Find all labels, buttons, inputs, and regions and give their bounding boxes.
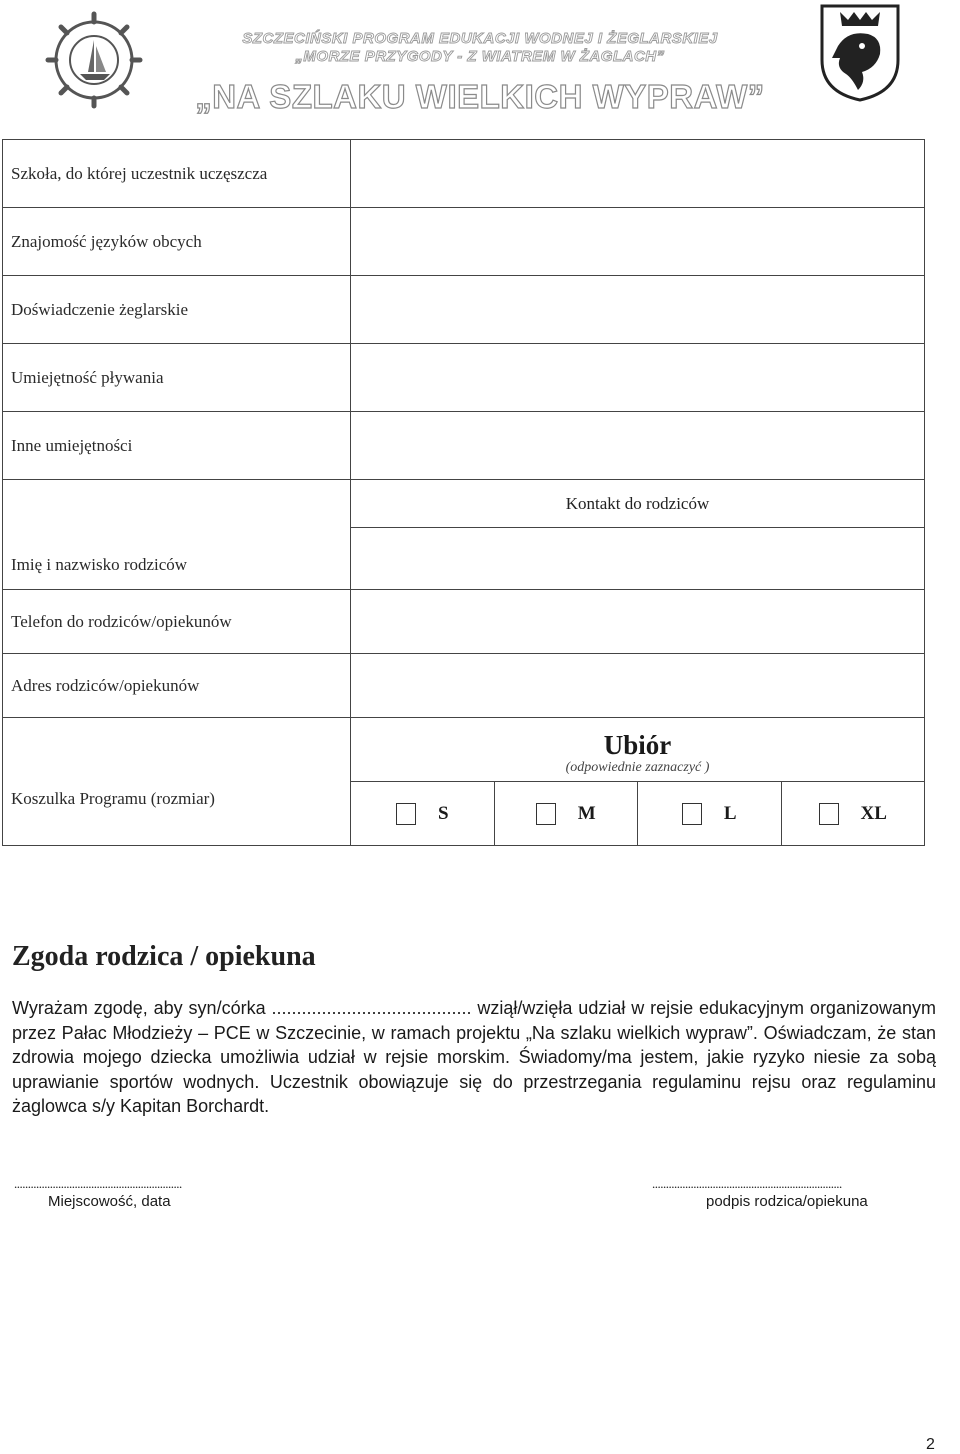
- page-header: [0, 0, 960, 125]
- field-label: Inne umiejętności: [3, 412, 351, 480]
- size-option-xl[interactable]: [782, 782, 925, 845]
- form-row-clothing: [3, 718, 925, 782]
- size-label: M: [577, 802, 596, 824]
- signature-label: podpis rodzica/opiekuna: [706, 1193, 868, 1210]
- size-option-s[interactable]: [351, 782, 495, 845]
- swimming-field[interactable]: [351, 344, 925, 412]
- field-label: Adres rodziców/opiekunów: [3, 654, 351, 718]
- languages-field[interactable]: [351, 208, 925, 276]
- parents-name-field[interactable]: [351, 528, 925, 590]
- field-label: Doświadczenie żeglarskie: [3, 276, 351, 344]
- program-subtitle: „MORZE PRZYGODY - Z WIATREM W ŻAGLACH”: [295, 48, 665, 65]
- clothing-subtitle: (odpowiednie zaznaczyć ): [565, 759, 710, 775]
- form-row-parents-name: [3, 480, 925, 528]
- page-number: 2: [926, 1436, 935, 1453]
- consent-text: Wyrażam zgodę, aby syn/córka ........................................ wziął/wzięła udział w rejsie edukacyjnym organizowanym przez Pałac Młodzieży – PCE w Szczecinie, w ramach projektu „Na szlaku wielkich wypraw”. Oświadczam, że stan zdrowia mojego dziecka umożliwia udział w rejsie morskim. Świadomy/ma jestem, jakie ryzyko niesie za sobą uprawianie sportów wodnych. Uczestnik obowiązuje się do przestrzegania regulaminu rejsu oraz regulaminu żaglowca s/y Kapitan Borchardt.: [12, 998, 936, 1116]
- size-option-l[interactable]: [638, 782, 782, 845]
- form-row-languages: [3, 208, 925, 276]
- signature-line[interactable]: .....................................................................: [652, 1176, 842, 1191]
- program-name: SZCZECIŃSKI PROGRAM EDUKACJI WODNEJ I ŻEGLARSKIEJ: [242, 30, 718, 47]
- field-label: Umiejętność pływania: [3, 344, 351, 412]
- field-label: Imię i nazwisko rodziców: [3, 480, 351, 590]
- size-label: L: [723, 802, 737, 824]
- project-title: „NA SZLAKU WIELKICH WYPRAW”: [195, 78, 765, 115]
- parents-address-field[interactable]: [351, 654, 925, 718]
- size-m-checkbox[interactable]: [536, 803, 556, 825]
- place-date-line[interactable]: .............................................................: [14, 1176, 182, 1191]
- size-option-m[interactable]: [495, 782, 639, 845]
- parents-section-title: Kontakt do rodziców: [351, 480, 925, 528]
- form-row-parents-phone: [3, 590, 925, 654]
- size-options: [351, 782, 925, 846]
- form-row-parents-address: [3, 654, 925, 718]
- form-row-sailing-experience: [3, 276, 925, 344]
- size-s-checkbox[interactable]: [396, 803, 416, 825]
- form-row-other-skills: [3, 412, 925, 480]
- size-xl-checkbox[interactable]: [819, 803, 839, 825]
- clothing-title: Ubiór: [603, 729, 672, 760]
- size-label: S: [437, 802, 449, 824]
- form-row-swimming: [3, 344, 925, 412]
- size-l-checkbox[interactable]: [682, 803, 702, 825]
- field-label: Szkoła, do której uczestnik uczęszcza: [3, 140, 351, 208]
- field-label: Koszulka Programu (rozmiar): [3, 718, 351, 846]
- field-label: Znajomość języków obcych: [3, 208, 351, 276]
- size-label: XL: [860, 802, 887, 824]
- other-skills-field[interactable]: [351, 412, 925, 480]
- form-row-school: [3, 140, 925, 208]
- place-date-label: Miejscowość, data: [48, 1193, 171, 1210]
- city-coat-of-arms-icon: [818, 2, 902, 102]
- consent-title: Zgoda rodzica / opiekuna: [12, 941, 316, 972]
- clothing-header: [351, 718, 925, 782]
- participant-form-table: [2, 139, 925, 846]
- field-label: Telefon do rodziców/opiekunów: [3, 590, 351, 654]
- sailing-experience-field[interactable]: [351, 276, 925, 344]
- school-field[interactable]: [351, 140, 925, 208]
- parents-phone-field[interactable]: [351, 590, 925, 654]
